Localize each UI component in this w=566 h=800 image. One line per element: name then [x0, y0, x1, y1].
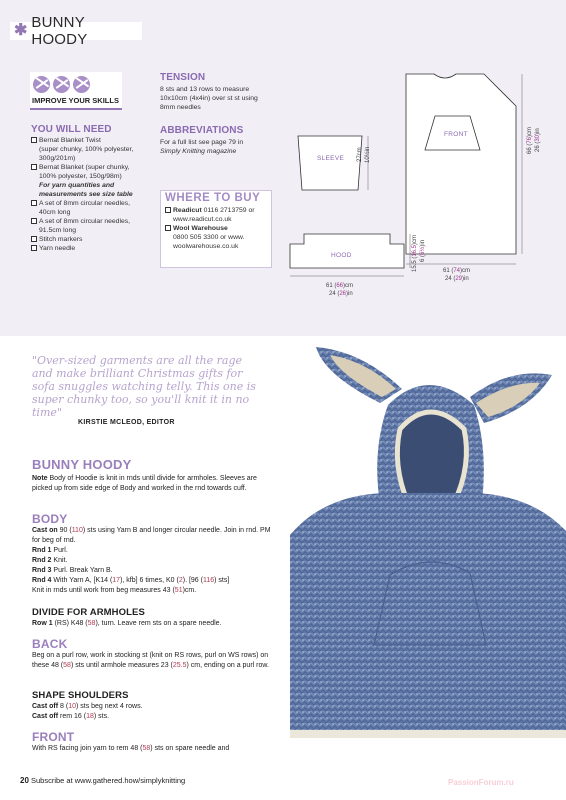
- hood-height-in: 6 (6½)in: [420, 239, 426, 262]
- hood-outline: [290, 234, 404, 268]
- sleeve-height-in: 10½in: [365, 146, 371, 163]
- garment-schematic: [280, 66, 566, 336]
- watermark: PassionForum.ru: [448, 778, 514, 787]
- body-height-in: 26 (30)in: [535, 128, 541, 152]
- quote-author: KIRSTIE MCLEOD, EDITOR: [78, 419, 175, 426]
- hood-height-cm: 15.5 (16.5)cm: [412, 234, 418, 272]
- abbreviations-text: For a full list see page 79 in Simply Knitting magazine: [160, 139, 244, 155]
- front-heading: FRONT: [32, 730, 75, 744]
- divide-armholes-heading: DIVIDE FOR ARMHOLES: [32, 607, 145, 618]
- kangaroo-pocket: [374, 562, 486, 645]
- checkbox-icon: [31, 245, 37, 251]
- page-title: BUNNY HOODY: [31, 14, 88, 48]
- you-will-need-heading: YOU WILL NEED: [31, 124, 112, 135]
- back-heading: BACK: [32, 637, 68, 651]
- hood-label: HOOD: [331, 252, 352, 259]
- tension-text: 8 sts and 13 rows to measure 10x10cm (4x4in) over st st using 8mm needles: [160, 86, 258, 111]
- yarn-ball-icon: [53, 76, 70, 93]
- hood-opening: [397, 412, 466, 503]
- subscribe-link[interactable]: Subscribe at www.gathered.how/simplyknitting: [28, 776, 186, 785]
- body-height-cm: 66 (76)cm: [527, 126, 533, 154]
- size-note: For yarn quantities and measurements see size table: [39, 182, 133, 198]
- page-footer: [20, 776, 185, 785]
- front-instructions: With RS facing join yarn to rem 48 (58) sts on spare needle and: [32, 745, 230, 752]
- checkbox-icon: [31, 218, 37, 224]
- tension-heading: TENSION: [160, 72, 206, 83]
- page-number: 20: [20, 776, 29, 785]
- list-item: A set of 8mm circular needles, 40cm long: [31, 199, 151, 217]
- page-header: [10, 14, 142, 48]
- yarn-ball-icon: [33, 76, 50, 93]
- where-to-buy-box: [160, 190, 272, 268]
- sleeve-label: SLEEVE: [317, 155, 345, 162]
- front-label: FRONT: [444, 131, 468, 138]
- stockist-wool-warehouse: Wool Warehouse 0800 505 3300 or www. woolwarehouse.co.uk: [165, 224, 267, 251]
- bottom-rib: [290, 730, 566, 738]
- body-width-cm: 61 (74)cm: [443, 268, 471, 274]
- list-item: Bernat Blanket Twist (super chunky, 100% polyester, 300g/201m): [31, 136, 151, 163]
- stockist-readicut: Readicut 0116 2713759 or www.readicut.co.uk: [165, 206, 267, 224]
- list-item: Bernat Blanket (super chunky, 100% polyester, 150g/98m): [31, 163, 151, 181]
- checkbox-icon: [31, 200, 37, 206]
- where-to-buy-heading: WHERE TO BUY: [165, 192, 261, 204]
- pattern-title: BUNNY HOODY: [32, 457, 132, 472]
- abbreviations-heading: ABBREVIATIONS: [160, 125, 244, 136]
- body-instructions: Cast on 90 (110) sts using Yarn B and longer circular needle. Join in rnd. PM for beg of rnd. Rnd 1 Purl. Rnd 2 Knit. Rnd 3 Purl. Break Yarn B. Rnd 4 With Yarn A, [K14 (17), kfb] 6 times, K0 (2). [96 (116) sts] Knit in rnds until work from beg measures 43 (51)cm.: [32, 527, 271, 594]
- hood-width-in: 24 (26)in: [329, 291, 353, 297]
- hood-width-cm: 61 (66)cm: [326, 283, 354, 289]
- editor-quote: "Over-sized garments are all the rage and make brilliant Christmas gifts for sofa snuggles watching telly. This one is super chunky too, so you'll knit it in no time": [32, 354, 256, 419]
- yarn-ball-icon: [73, 76, 90, 93]
- skill-level-label: IMPROVE YOUR SKILLS: [32, 96, 119, 105]
- divide-instructions: Row 1 (RS) K48 (58), turn. Leave rem sts on a spare needle.: [32, 620, 222, 627]
- back-instructions: Beg on a purl row, work in stocking st (knit on RS rows, purl on WS rows) on these 48 (58) sts until armhole measures 23 (25.5) cm, ending on a purl row.: [32, 652, 269, 669]
- checkbox-icon: [31, 164, 37, 170]
- hoodie-photo: [284, 345, 566, 752]
- sleeve-outline: [298, 136, 362, 190]
- list-item: A set of 8mm circular needles, 91.5cm long: [31, 217, 151, 235]
- shape-shoulders-heading: SHAPE SHOULDERS: [32, 690, 129, 701]
- checkbox-icon: [31, 236, 37, 242]
- list-item: Stitch markers: [31, 235, 151, 244]
- skill-level-badge: [30, 72, 122, 110]
- list-item: Yarn needle: [31, 244, 151, 253]
- sleeve-height-cm: 27cm: [357, 147, 363, 162]
- checkbox-icon: [165, 207, 171, 213]
- shoulders-instructions: Cast off 8 (10) sts beg next 4 rows. Cast off rem 16 (18) sts.: [32, 703, 143, 720]
- checkbox-icon: [31, 137, 37, 143]
- pattern-note: Note Body of Hoodie is knit in rnds until divide for armholes. Sleeves are picked up from side edge of Body and worked in the rnd towards cuff.: [32, 475, 257, 492]
- asterisk-icon: ✱: [14, 22, 28, 39]
- body-heading: BODY: [32, 512, 68, 526]
- materials-list: [31, 136, 151, 253]
- body-width-in: 24 (29)in: [445, 276, 469, 282]
- checkbox-icon: [165, 225, 171, 231]
